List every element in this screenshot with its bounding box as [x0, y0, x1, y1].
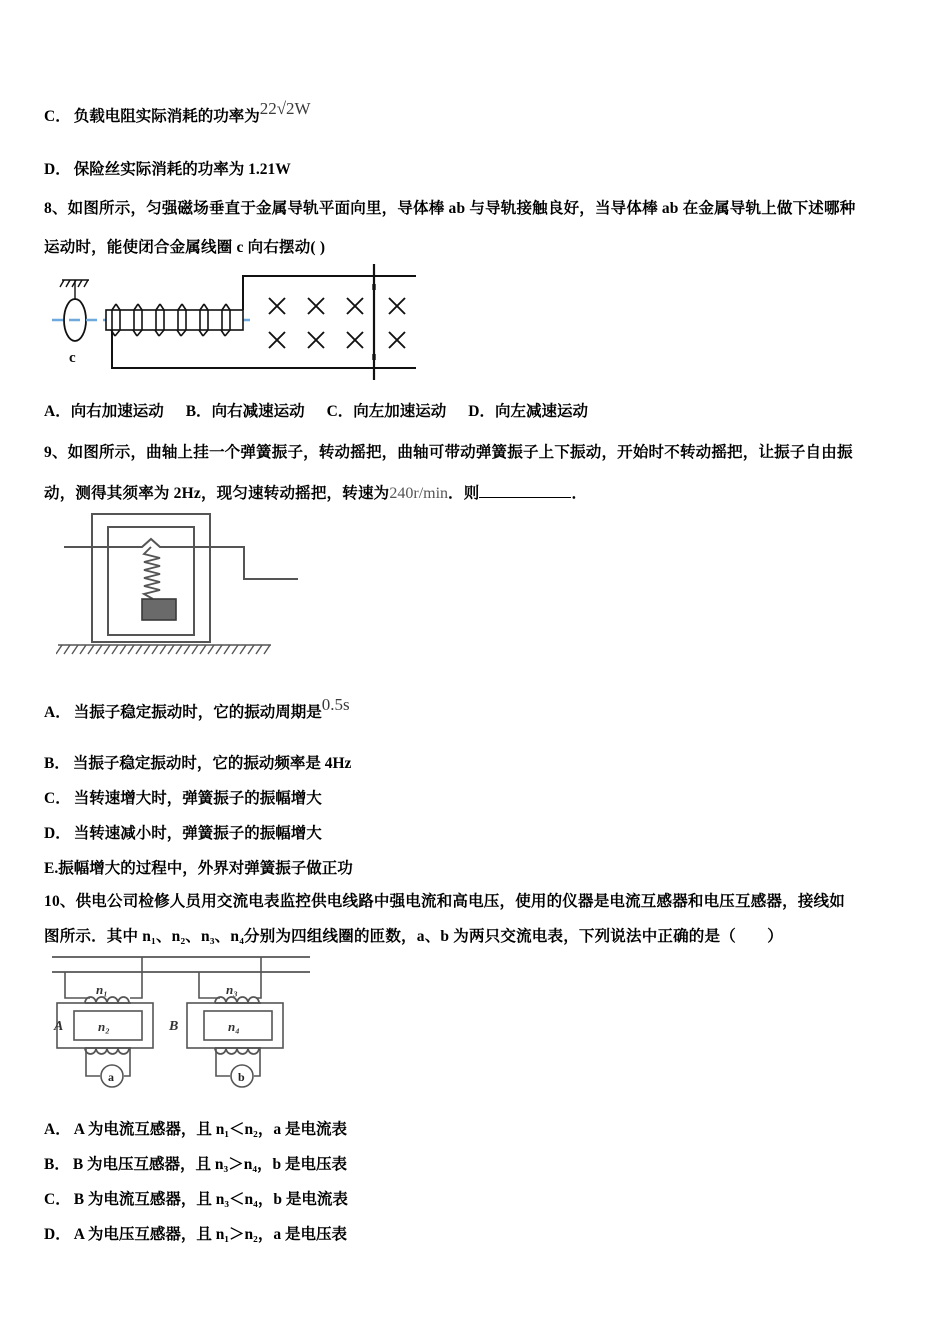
carryover-option-c	[44, 99, 311, 126]
question-8-option-c-label: C．	[326, 403, 354, 420]
coil-c-label: c	[69, 350, 76, 366]
question-8-stem-text-2: 运动时，能使闭合金属线圈 c 向右摆动( )	[44, 239, 326, 256]
question-9-figure	[56, 506, 306, 661]
transformer-a-group	[57, 957, 153, 1076]
coil-n2-windings-icon	[85, 1048, 131, 1054]
coil-n1-label: n₁	[96, 982, 108, 997]
question-10-option-d-text: A 为电压互感器，且 n₁＞n₂，a 是电压表	[73, 1226, 347, 1243]
question-8-option-d-label: D．	[468, 403, 495, 420]
meter-a-label: a	[108, 1070, 114, 1084]
carryover-option-c-math: 22√2W	[259, 99, 311, 118]
question-10-option-d	[44, 1222, 347, 1244]
question-10-stem-line-1	[44, 894, 845, 910]
question-9-stem-text-2c: ．	[571, 485, 588, 502]
question-10-option-c-text: B 为电流互感器，且 n₃＜n₄，b 是电流表	[73, 1191, 348, 1208]
carryover-option-d	[44, 157, 291, 179]
transformer-b-group	[187, 957, 283, 1076]
question-10-option-a-label: A．	[44, 1121, 71, 1138]
carryover-option-d-text: 保险丝实际消耗的功率为 1.21W	[73, 161, 291, 178]
question-9-option-e-text: 振幅增大的过程中，外界对弹簧振子做正功	[58, 860, 353, 877]
question-8-option-d-text: 向左减速运动	[495, 403, 589, 420]
outer-frame	[92, 514, 210, 642]
question-8-option-b-text: 向右减速运动	[211, 403, 305, 420]
question-9-stem-line-2	[44, 484, 587, 502]
question-8-options	[44, 399, 588, 421]
spring-icon	[144, 547, 160, 599]
question-10-stem-line-2	[44, 929, 783, 945]
question-8-option-a-text: 向右加速运动	[70, 403, 164, 420]
crank-rod	[64, 539, 298, 579]
question-8-stem-line-2	[44, 240, 325, 256]
question-9-option-a-label: A．	[44, 704, 71, 721]
question-9-number: 9、	[44, 444, 68, 461]
question-10-option-b-text: B 为电压互感器，且 n₃＞n₄，b 是电压表	[72, 1156, 347, 1173]
question-10-option-a-text: A 为电流互感器，且 n₁＜n₂，a 是电流表	[73, 1121, 347, 1138]
question-9-option-c	[44, 786, 322, 808]
question-9-option-a-math: 0.5s	[321, 695, 350, 714]
question-10-option-b	[44, 1152, 347, 1174]
question-9-answer-blank[interactable]	[479, 484, 571, 498]
question-8-stem-line-1	[44, 201, 855, 217]
meter-b-label: b	[238, 1070, 245, 1084]
question-9-option-e-label: E.	[44, 860, 59, 877]
question-9-option-c-text: 当转速增大时，弹簧振子的振幅增大	[73, 790, 322, 807]
question-9-stem-text-1: 如图所示，曲轴上挂一个弹簧振子，转动摇把，曲轴可带动弹簧振子上下振动，开始时不转动摇把，让振子自由振	[67, 444, 853, 461]
question-9-stem-text-2a: 动，测得其须率为 2Hz，现匀速转动摇把，转速为	[44, 485, 390, 502]
question-9-option-d-text: 当转速减小时，弹簧振子的振幅增大	[73, 825, 322, 842]
question-10-option-c	[44, 1187, 348, 1209]
transformer-b-label: B	[169, 1019, 179, 1034]
question-10-option-b-label: B．	[44, 1156, 70, 1173]
carryover-option-c-label: C．	[44, 108, 71, 125]
question-8-number: 8、	[44, 200, 68, 217]
coil-n3-label: n₃	[226, 982, 238, 997]
coil-n3-windings-icon	[215, 997, 261, 1003]
question-10-figure	[52, 950, 312, 1105]
question-9-stem-line-1	[44, 445, 853, 461]
question-9-option-b-label: B．	[44, 755, 70, 772]
question-10-option-d-label: D．	[44, 1226, 71, 1243]
question-9-option-a	[44, 695, 350, 722]
transformer-a-label: A	[54, 1019, 64, 1034]
carryover-option-c-text: 负载电阻实际消耗的功率为	[73, 108, 260, 125]
coil-n1-windings-icon	[85, 997, 131, 1003]
question-8-option-a-label: A．	[44, 403, 71, 420]
question-9-option-d	[44, 821, 322, 843]
question-10-stem-text-2: 图所示．其中 n₁、n₂、n₃、n₄分别为四组线圈的匝数，a、b 为两只交流电表，下列说法中正确的是（ ）	[44, 928, 783, 945]
oscillator-mass-block	[142, 599, 176, 620]
question-8-figure	[44, 262, 444, 382]
question-9-option-a-text: 当振子稳定振动时，它的振动周期是	[73, 704, 322, 721]
question-9-option-c-label: C．	[44, 790, 71, 807]
question-8-option-b-label: B．	[185, 403, 212, 420]
question-9-option-b	[44, 751, 351, 773]
ground-hatch-icon	[56, 645, 271, 654]
question-10-stem-text-1: 供电公司检修人员用交流电表监控供电线路中强电流和高电压，使用的仪器是电流互感器和电压互感器，接线如	[75, 893, 845, 910]
coil-n4-label: n₄	[228, 1019, 240, 1034]
question-9-option-d-label: D．	[44, 825, 71, 842]
question-8-option-c-text: 向左加速运动	[353, 403, 447, 420]
coil-n4-windings-icon	[215, 1048, 261, 1054]
coil-n2-label: n₂	[98, 1019, 110, 1034]
question-10-option-a	[44, 1117, 347, 1139]
question-9-stem-text-2b: ．则	[448, 485, 480, 502]
question-10-option-c-label: C．	[44, 1191, 71, 1208]
ceiling-support-icon	[60, 280, 89, 300]
question-10-number: 10、	[44, 893, 76, 910]
carryover-option-d-label: D．	[44, 161, 71, 178]
question-9-option-b-text: 当振子稳定振动时，它的振动频率是 4Hz	[72, 755, 352, 772]
question-8-stem-text-1: 如图所示，匀强磁场垂直于金属导轨平面向里，导体棒 ab 与导轨接触良好，当导体棒 ab 在金属导轨上做下述哪种	[67, 200, 856, 217]
question-9-option-e	[44, 856, 353, 878]
question-9-rotation-speed-value: 240r/min	[389, 485, 449, 502]
magnetic-field-into-page-symbols	[269, 298, 405, 348]
